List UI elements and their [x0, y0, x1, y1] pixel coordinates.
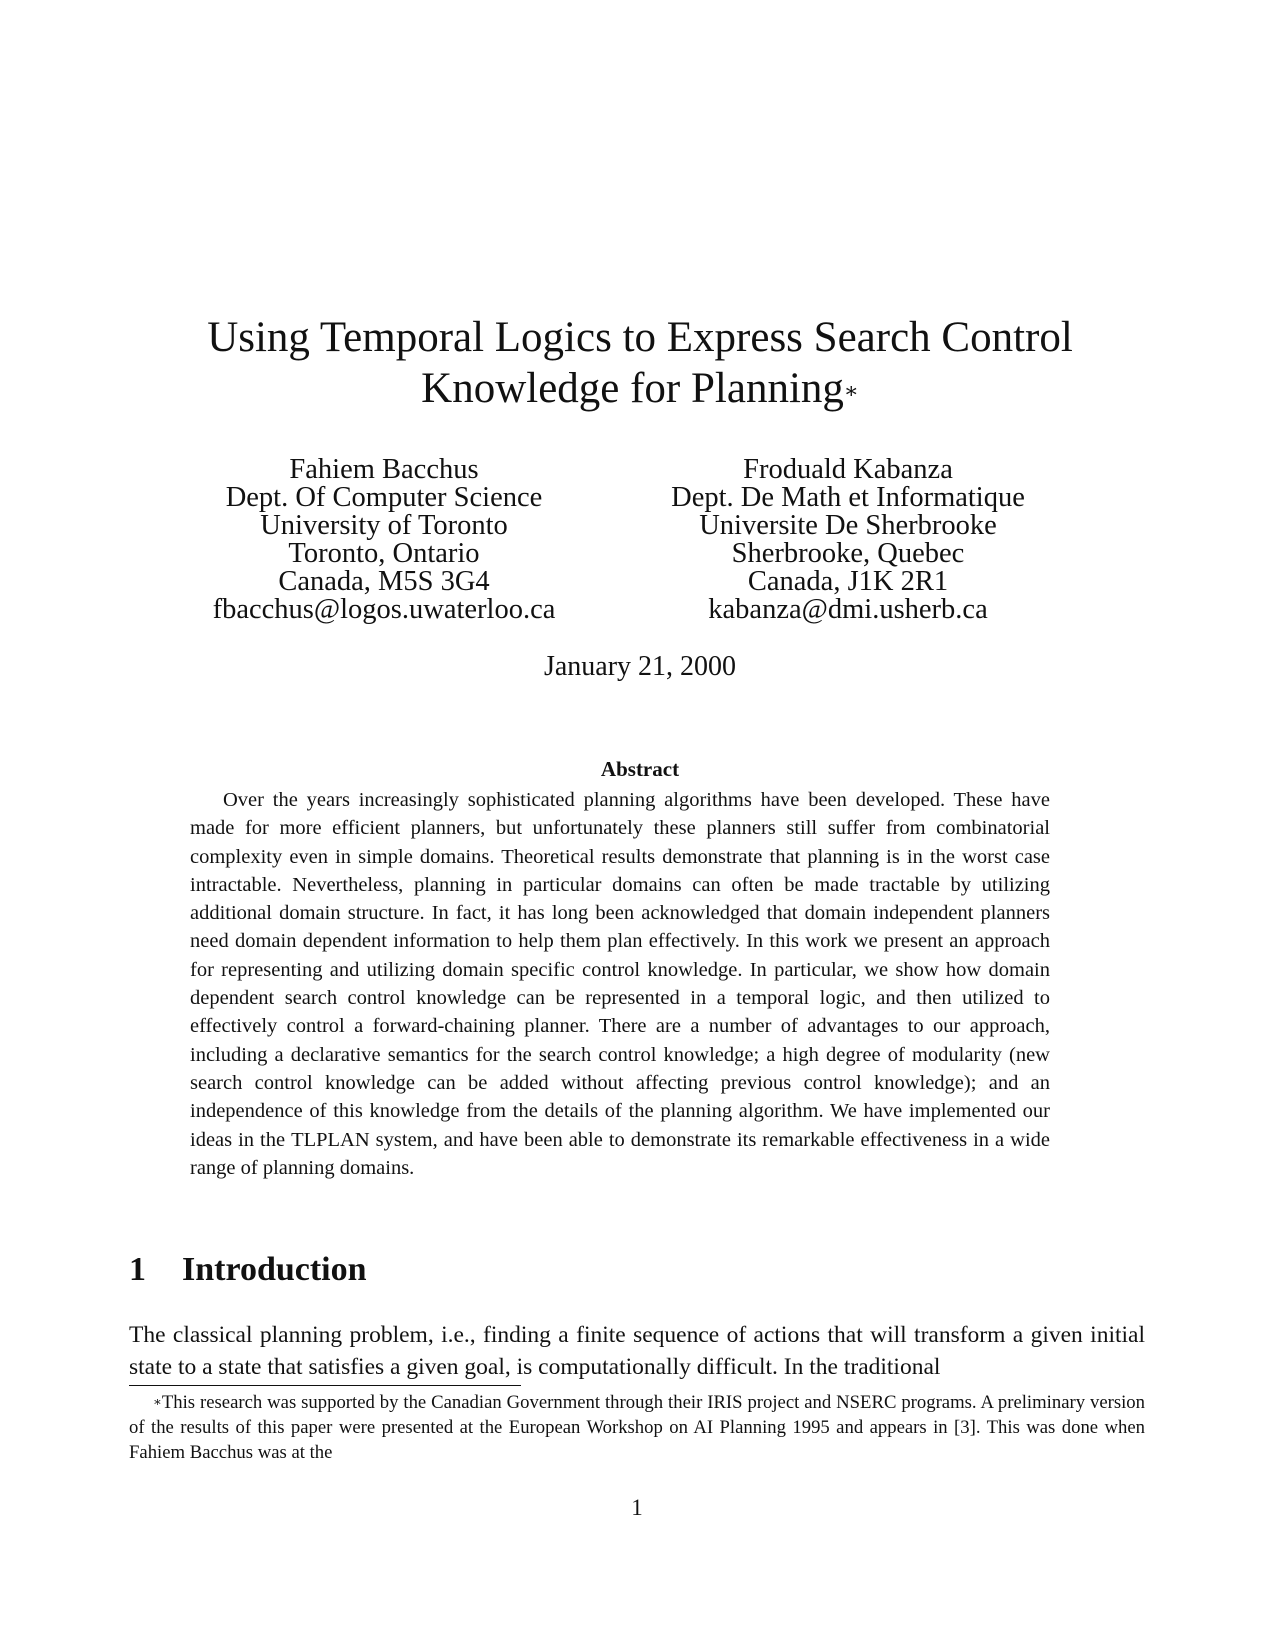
abstract-body	[190, 786, 1050, 1182]
author-city: Toronto, Ontario	[288, 538, 480, 569]
author-email: fbacchus@logos.uwaterloo.ca	[212, 594, 556, 625]
author-city: Sherbrooke, Quebec	[731, 538, 965, 569]
title-footnote-marker: ∗	[843, 378, 859, 403]
page-number: 1	[631, 1495, 643, 1520]
section-number: 1	[129, 1251, 146, 1288]
footnote-divider	[129, 1385, 521, 1386]
title-line-2: Knowledge for Planning	[421, 365, 844, 412]
author-block-1	[148, 456, 620, 624]
author-department: Dept. De Math et Informatique	[671, 482, 1025, 513]
title-line-1: Using Temporal Logics to Express Search Control	[207, 314, 1073, 361]
author-name: Froduald Kabanza	[743, 454, 953, 485]
abstract-heading: Abstract	[600, 757, 680, 781]
abstract-text-part-2: system, and have been able to demonstrate its remarkable effectiveness in a wide range of planning domains.	[190, 1128, 1050, 1179]
paper-title	[140, 312, 1140, 414]
author-block-2	[608, 456, 1088, 624]
introduction-paragraph: The classical planning problem, i.e., finding a finite sequence of actions that will transform a given initial state to a state that satisfies a given goal, is computationally difficult. In the traditional	[129, 1322, 1145, 1380]
footnote-text: This research was supported by the Canadian Government through their IRIS project and NSERC programs. A preliminary version of the results of this paper were presented at the European Workshop on AI Planning 1995 and appears in [3]. This was done when Fahiem Bacchus was at the	[129, 1392, 1145, 1463]
author-country: Canada, M5S 3G4	[278, 566, 490, 597]
section-heading	[129, 1250, 367, 1290]
section-title: Introduction	[182, 1251, 367, 1288]
paper-date: January 21, 2000	[543, 651, 737, 682]
footnote	[129, 1390, 1145, 1465]
author-university: University of Toronto	[260, 510, 508, 541]
abstract-text-part-1: Over the years increasingly sophisticated planning algorithms have been developed. These have made for more efficient planners, but unfortunately these planners still suffer from combinatorial complexity even in simple domains. Theoretical results demonstrate that planning is in the worst case intractable. Nevertheless, planning in particular domains can often be made tractable by utilizing additional domain structure. In fact, it has long been acknowledged that domain independent planners need domain dependent information to help them plan effectively. In this work we present an approach for representing and utilizing domain specific control knowledge. In particular, we show how domain dependent search control knowledge can be represented in a temporal logic, and then utilized to effectively control a forward-chaining planner. There are a number of advantages to our approach, including a declarative semantics for the search control knowledge; a high degree of modularity (new search control knowledge can be added without affecting previous control knowledge); and an independence of this knowledge from the details of the planning algorithm. We have implemented our ideas in the	[190, 789, 1050, 1151]
author-name: Fahiem Bacchus	[289, 454, 479, 485]
author-country: Canada, J1K 2R1	[747, 566, 949, 597]
author-university: Universite De Sherbrooke	[699, 510, 997, 541]
system-name: TLPLAN	[291, 1128, 370, 1151]
author-department: Dept. Of Computer Science	[225, 482, 543, 513]
footnote-marker: ∗	[153, 1394, 162, 1409]
author-email: kabanza@dmi.usherb.ca	[708, 594, 988, 625]
